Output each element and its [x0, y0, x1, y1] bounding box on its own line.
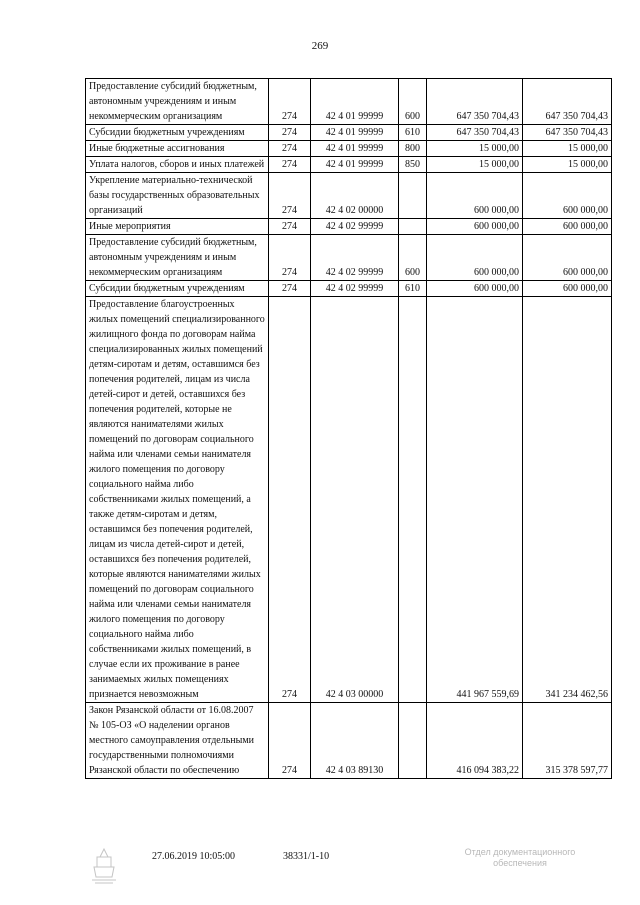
table-row [86, 281, 612, 297]
footer [0, 847, 640, 897]
row-amount-2: 315 378 597,77 [523, 703, 612, 779]
row-target-code: 42 4 03 89130 [311, 703, 399, 779]
emblem-icon [88, 847, 120, 888]
row-amount-1: 15 000,00 [427, 141, 523, 157]
row-expense-type: 800 [399, 141, 427, 157]
table-row [86, 79, 612, 125]
row-expense-type [399, 219, 427, 235]
row-amount-2: 15 000,00 [523, 157, 612, 173]
footer-doc-code: 38331/1-10 [283, 851, 330, 862]
budget-table [85, 78, 612, 779]
table-row [86, 125, 612, 141]
row-amount-1: 441 967 559,69 [427, 297, 523, 703]
row-expense-type: 600 [399, 235, 427, 281]
row-amount-2: 600 000,00 [523, 219, 612, 235]
row-amount-2: 647 350 704,43 [523, 125, 612, 141]
table-row [86, 141, 612, 157]
footer-datetime: 27.06.2019 10:05:00 [152, 851, 236, 862]
row-admin-code: 274 [269, 235, 311, 281]
row-name: Предоставление субсидий бюджетным, автономным учреждениям и иным некоммерческим организациям [86, 79, 269, 125]
page-number: 269 [311, 40, 329, 52]
row-amount-1: 647 350 704,43 [427, 125, 523, 141]
row-expense-type [399, 173, 427, 219]
row-name: Предоставление субсидий бюджетным, автономным учреждениям и иным некоммерческим организациям [86, 235, 269, 281]
row-expense-type: 610 [399, 125, 427, 141]
row-target-code: 42 4 03 00000 [311, 297, 399, 703]
row-admin-code: 274 [269, 79, 311, 125]
table-row [86, 297, 612, 703]
row-name: Предоставление благоустроенных жилых помещений специализированного жилищного фонда по договорам найма специализированных жилых помещений детям-сиротам и детям, оставшимся без попечения родителей, лицам из числа детей-сирот и детей, оставшихся без попечения родителей, которые не являются нанимателями жилых помещений по договорам социального найма или членами семьи нанимателя жилого помещения по договору социального найма либо собственниками жилых помещений, а также детям-сиротам и детям, оставшимся без попечения родителей, лицам из числа детей-сирот и детей, оставшихся без попечения родителей, которые являются нанимателями жилых помещений по договорам социального найма или членами семьи нанимателя жилого помещения по договору социального найма либо собственниками жилых помещений, в случае если их проживание в ранее занимаемых жилых помещениях признается невозможным [86, 297, 269, 703]
row-expense-type [399, 703, 427, 779]
department-stamp [445, 847, 595, 869]
row-admin-code: 274 [269, 281, 311, 297]
row-amount-2: 647 350 704,43 [523, 79, 612, 125]
table-row [86, 157, 612, 173]
row-admin-code: 274 [269, 297, 311, 703]
stamp-line-1: Отдел документационного [464, 847, 576, 857]
row-amount-1: 600 000,00 [427, 235, 523, 281]
row-target-code: 42 4 01 99999 [311, 157, 399, 173]
row-admin-code: 274 [269, 219, 311, 235]
row-expense-type: 850 [399, 157, 427, 173]
row-admin-code: 274 [269, 173, 311, 219]
row-amount-1: 15 000,00 [427, 157, 523, 173]
row-target-code: 42 4 01 99999 [311, 141, 399, 157]
row-amount-1: 600 000,00 [427, 173, 523, 219]
row-expense-type [399, 297, 427, 703]
row-amount-2: 600 000,00 [523, 235, 612, 281]
table-row [86, 219, 612, 235]
row-name: Субсидии бюджетным учреждениям [86, 125, 269, 141]
stamp-line-2: обеспечения [493, 858, 547, 868]
row-expense-type: 610 [399, 281, 427, 297]
row-admin-code: 274 [269, 703, 311, 779]
row-amount-1: 647 350 704,43 [427, 79, 523, 125]
row-target-code: 42 4 02 00000 [311, 173, 399, 219]
row-target-code: 42 4 02 99999 [311, 281, 399, 297]
row-name: Иные мероприятия [86, 219, 269, 235]
table-row [86, 173, 612, 219]
row-target-code: 42 4 01 99999 [311, 79, 399, 125]
table-row [86, 235, 612, 281]
row-admin-code: 274 [269, 157, 311, 173]
row-name: Иные бюджетные ассигнования [86, 141, 269, 157]
row-target-code: 42 4 02 99999 [311, 235, 399, 281]
row-name: Закон Рязанской области от 16.08.2007 № 105-ОЗ «О наделении органов местного самоуправления отдельными государственными полномочиями Рязанской области по обеспечению [86, 703, 269, 779]
row-target-code: 42 4 02 99999 [311, 219, 399, 235]
row-amount-1: 416 094 383,22 [427, 703, 523, 779]
row-target-code: 42 4 01 99999 [311, 125, 399, 141]
row-amount-2: 600 000,00 [523, 173, 612, 219]
row-amount-2: 600 000,00 [523, 281, 612, 297]
row-admin-code: 274 [269, 141, 311, 157]
row-amount-2: 15 000,00 [523, 141, 612, 157]
row-amount-1: 600 000,00 [427, 219, 523, 235]
row-admin-code: 274 [269, 125, 311, 141]
row-amount-2: 341 234 462,56 [523, 297, 612, 703]
row-amount-1: 600 000,00 [427, 281, 523, 297]
row-expense-type: 600 [399, 79, 427, 125]
table-row [86, 703, 612, 779]
row-name: Уплата налогов, сборов и иных платежей [86, 157, 269, 173]
row-name: Укрепление материально-технической базы государственных образовательных организаций [86, 173, 269, 219]
row-name: Субсидии бюджетным учреждениям [86, 281, 269, 297]
